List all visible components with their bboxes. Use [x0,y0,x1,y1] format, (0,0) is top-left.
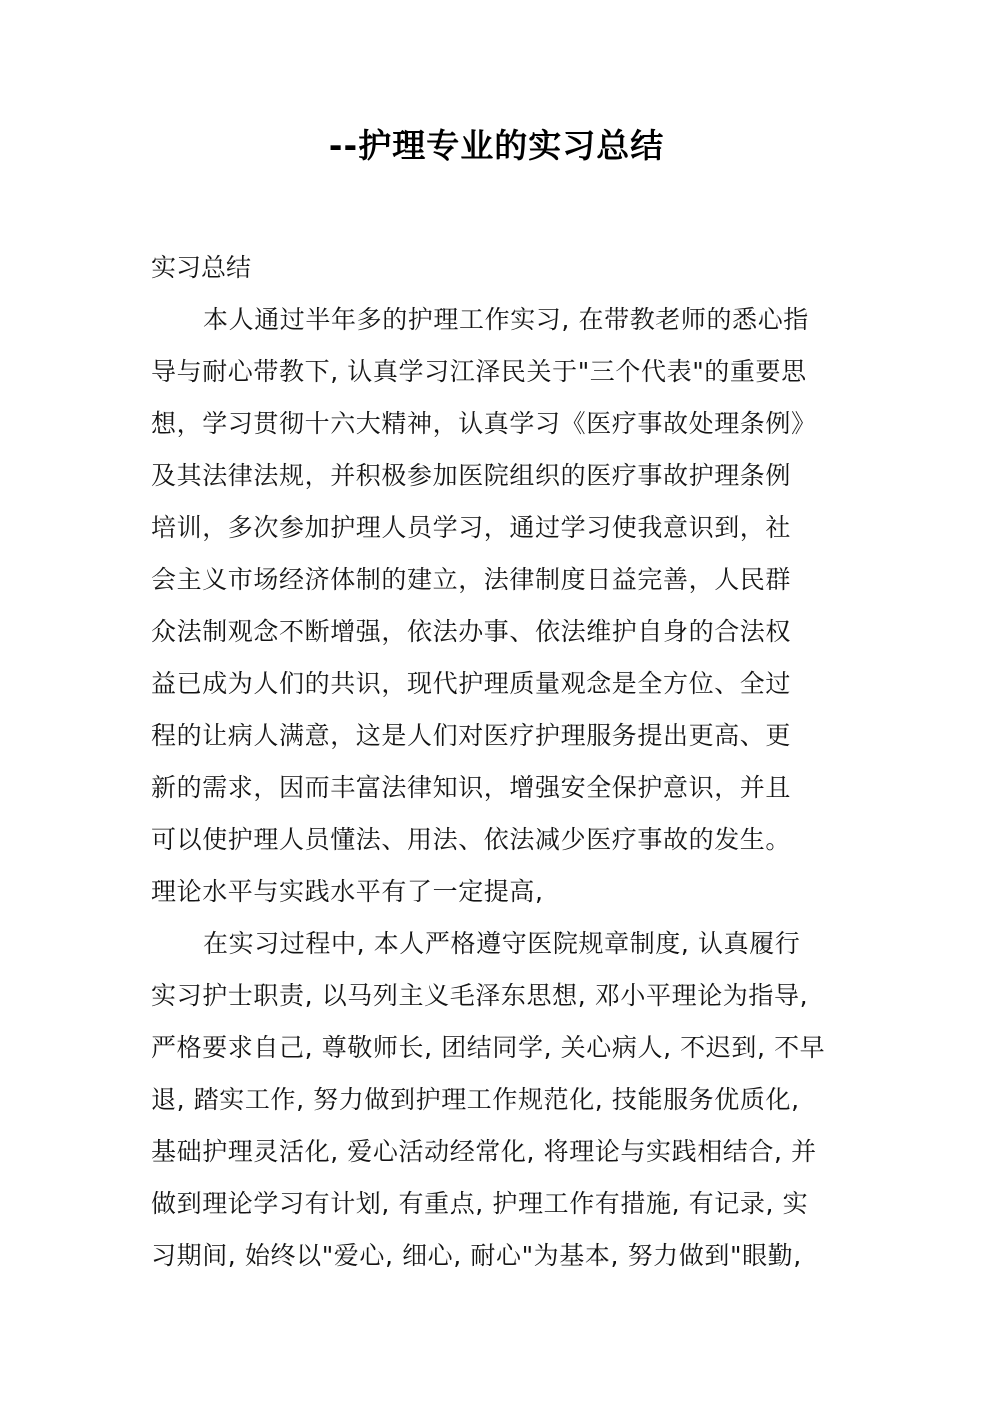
paragraph-1 [151,294,841,918]
paragraph-line: 众法制观念不断增强，依法办事、依法维护自身的合法权 [151,617,792,646]
section-heading: 实习总结 [151,253,252,282]
paragraph-line: 在实习过程中, 本人严格遵守医院规章制度, 认真履行 [203,929,801,958]
paragraph-line: 想，学习贯彻十六大精神，认真学习《医疗事故处理条例》 [151,409,817,438]
paragraph-line: 做到理论学习有计划, 有重点, 护理工作有措施, 有记录, 实 [151,1189,809,1218]
paragraph-line: 及其法律法规，并积极参加医院组织的医疗事故护理条例 [151,461,792,490]
paragraph-line: 可以使护理人员懂法、用法、依法减少医疗事故的发生。 [151,825,792,854]
document-body [151,242,841,1282]
paragraph-line: 实习护士职责, 以马列主义毛泽东思想, 邓小平理论为指导, [151,981,809,1010]
paragraph-line: 基础护理灵活化, 爱心活动经常化, 将理论与实践相结合, 并 [151,1137,817,1166]
paragraph-line: 本人通过半年多的护理工作实习, 在带教老师的悉心指 [203,305,809,334]
paragraph-line: 培训，多次参加护理人员学习，通过学习使我意识到，社 [151,513,792,542]
paragraph-line: 导与耐心带教下, 认真学习江泽民关于"三个代表"的重要思 [151,357,807,386]
paragraph-line: 新的需求，因而丰富法律知识，增强安全保护意识，并且 [151,773,792,802]
paragraph-line: 益已成为人们的共识，现代护理质量观念是全方位、全过 [151,669,792,698]
document-title: --护理专业的实习总结 [328,126,665,165]
paragraph-line: 理论水平与实践水平有了一定提高, [151,877,544,906]
paragraph-2 [151,918,841,1282]
paragraph-line: 会主义市场经济体制的建立，法律制度日益完善，人民群 [151,565,792,594]
paragraph-line: 程的让病人满意，这是人们对医疗护理服务提出更高、更 [151,721,792,750]
paragraph-line: 严格要求自己, 尊敬师长, 团结同学, 关心病人, 不迟到, 不早 [151,1033,826,1062]
paragraph-line: 退, 踏实工作, 努力做到护理工作规范化, 技能服务优质化, [151,1085,800,1114]
paragraph-line: 习期间, 始终以"爱心, 细心, 耐心"为基本, 努力做到"眼勤, [151,1241,802,1270]
